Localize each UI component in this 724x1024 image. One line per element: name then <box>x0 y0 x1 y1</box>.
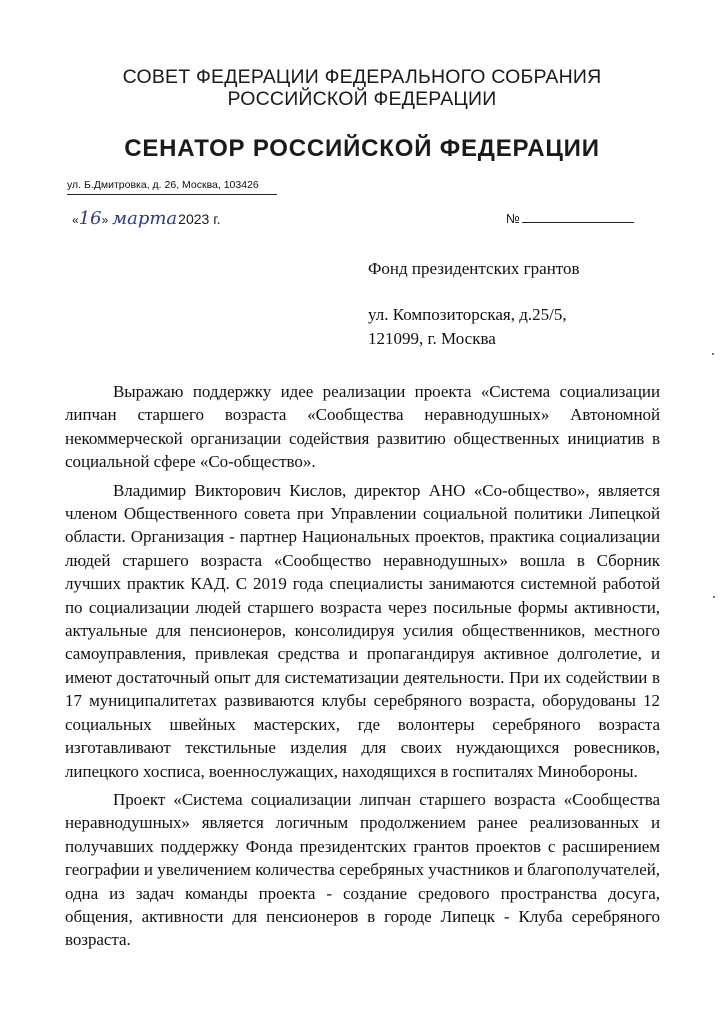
letterhead-line1: СОВЕТ ФЕДЕРАЦИИ ФЕДЕРАЛЬНОГО СОБРАНИЯ <box>122 66 602 88</box>
sender-address: ул. Б.Дмитровка, д. 26, Москва, 103426 <box>67 178 277 195</box>
date-close-quote: » <box>101 213 109 227</box>
body-paragraph-1: Выражаю поддержку идее реализации проекта «Система социализации липчан старшего возраста «Сообщества неравнодушных» Автономной некоммерческой организации содействия развитию общественных инициатив в социальной сфере «Со-общество». <box>65 382 660 472</box>
body-paragraph-3: Проект «Система социализации липчан старшего возраста «Сообщества неравнодушных» является логичным продолжением ранее реализованных и получавших поддержку Фонда президентских грантов проектов с расширением географии и увеличением количества серебряных участников и благополучателей, одна из задач команды проекта - создание средового пространства досуга, общения, активности для пенсионеров в городе Липецк - Клуба серебряного возраста. <box>65 789 660 950</box>
outgoing-number <box>506 210 634 226</box>
letterhead-title: СЕНАТОР РОССИЙСКОЙ ФЕДЕРАЦИИ <box>124 135 600 162</box>
number-blank-line <box>522 210 634 223</box>
letter-body <box>65 380 660 957</box>
date-month-handwritten: марта <box>112 208 178 229</box>
recipient-name: Фонд президентских грантов <box>368 259 580 278</box>
recipient-city: 121099, г. Москва <box>368 329 496 348</box>
number-label: № <box>506 211 520 226</box>
date-day-handwritten: 16 <box>78 208 102 229</box>
date-year: 2023 г. <box>178 211 221 227</box>
letter-date <box>72 208 220 229</box>
scan-speck <box>712 353 714 355</box>
recipient-street: ул. Композиторская, д.25/5, <box>368 305 567 324</box>
body-paragraph-2: Владимир Викторович Кислов, директор АНО «Со-общество», является членом Общественного совета при Управлении социальной политики Липецкой области. Организация - партнер Национальных проектов, практика социализации людей старшего возраста «Сообщество неравнодушных» вошла в Сборник лучших практик КАД. С 2019 года специалисты занимаются системной работой по социализации людей старшего возраста через посильные формы активности, актуальные для пенсионеров, консолидируя усилия общественников, местного самоуправления, привлекая средства и пропагандируя активное долголетие, и имеют достаточный опыт для систематизации деятельности. При их содействии в 17 муниципалитетах развиваются клубы серебряного возраста, оборудованы 12 социальных швейных мастерских, где волонтеры серебряного возраста изготавливают текстильные изделия для своих нуждающихся ровесников, липецкого хосписа, военнослужащих, находящихся в госпиталях Минобороны. <box>65 480 660 781</box>
scan-speck <box>713 596 715 598</box>
letterhead-line2: РОССИЙСКОЙ ФЕДЕРАЦИИ <box>227 88 497 110</box>
date-open-quote: « <box>72 213 79 227</box>
